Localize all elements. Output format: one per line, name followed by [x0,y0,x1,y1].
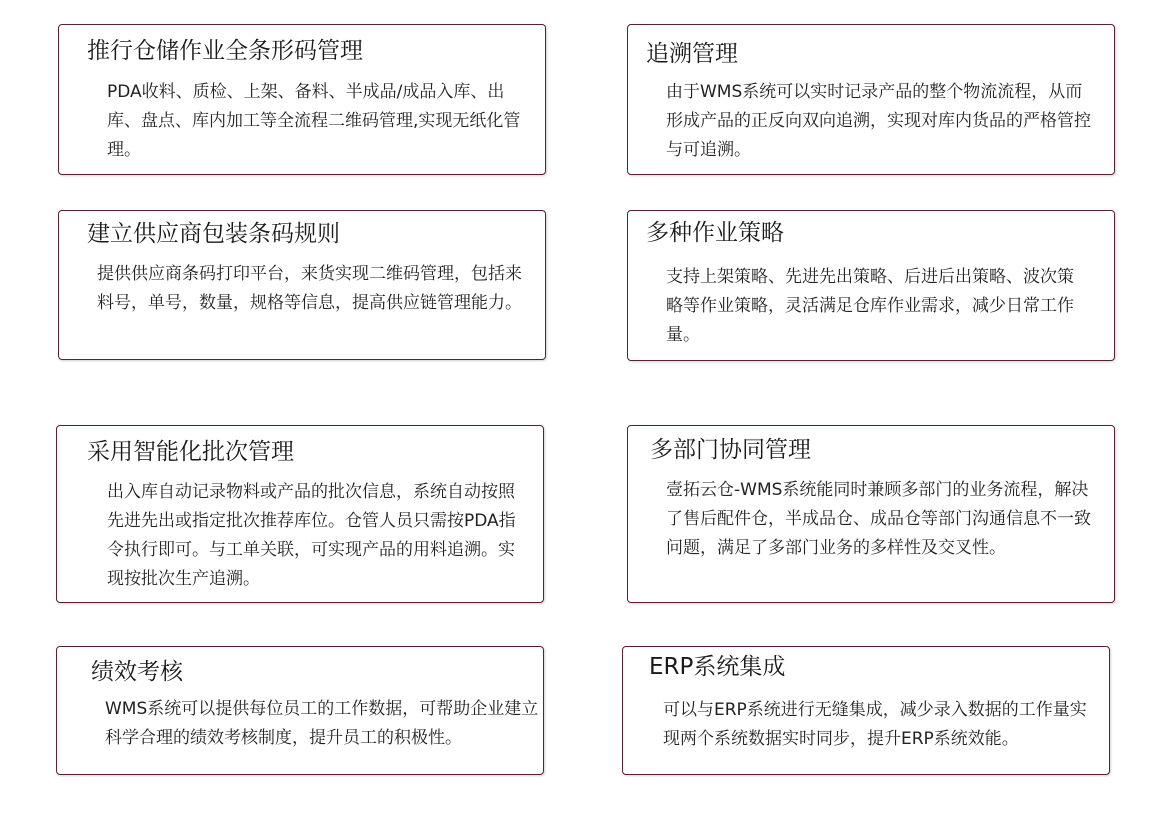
card-description: 出入库自动记录物料或产品的批次信息，系统自动按照先进先出或指定批次推荐库位。仓管人员只需按PDA指令执行即可。与工单关联，可实现产品的用料追溯。实现按批次生产追溯。 [107,482,516,589]
feature-card-operation-strategies [627,210,1115,361]
card-description: WMS系统可以提供每位员工的工作数据，可帮助企业建立科学合理的绩效考核制度，提升员工的积极性。 [105,699,539,748]
card-description: 提供供应商条码打印平台，来货实现二维码管理，包括来料号，单号，数量，规格等信息，提高供应链管理能力。 [97,264,522,313]
card-description: PDA收料、质检、上架、备料、半成品/成品入库、出库、盘点、库内加工等全流程二维码管理,实现无纸化管理。 [107,82,521,160]
feature-card-supplier-barcode [58,210,546,360]
card-title: ERP系统集成 [649,654,786,680]
feature-card-barcode-management [58,24,546,175]
card-description: 可以与ERP系统进行无缝集成，减少录入数据的工作量实现两个系统数据实时同步，提升ERP系统效能。 [663,700,1087,749]
feature-card-batch-management [56,425,544,603]
card-title: 追溯管理 [646,41,738,67]
feature-card-erp-integration [622,646,1110,775]
card-title: 多种作业策略 [646,220,784,246]
feature-card-performance-review [56,646,544,775]
card-title: 多部门协同管理 [650,437,811,463]
card-description: 壹拓云仓-WMS系统能同时兼顾多部门的业务流程，解决了售后配件仓，半成品仓、成品仓等部门沟通信息不一致问题，满足了多部门业务的多样性及交叉性。 [666,480,1091,558]
card-title: 采用智能化批次管理 [87,439,294,465]
feature-card-traceability [627,24,1115,175]
card-description: 由于WMS系统可以实时记录产品的整个物流流程，从而形成产品的正反向双向追溯，实现对库内货品的严格管控与可追溯。 [666,82,1091,160]
card-title: 绩效考核 [91,659,183,685]
feature-card-multi-department [627,425,1115,603]
card-description: 支持上架策略、先进先出策略、后进后出策略、波次策略等作业策略，灵活满足仓库作业需求，减少日常工作量。 [666,267,1074,345]
card-title: 建立供应商包装条码规则 [87,221,340,247]
card-title: 推行仓储作业全条形码管理 [87,38,363,64]
